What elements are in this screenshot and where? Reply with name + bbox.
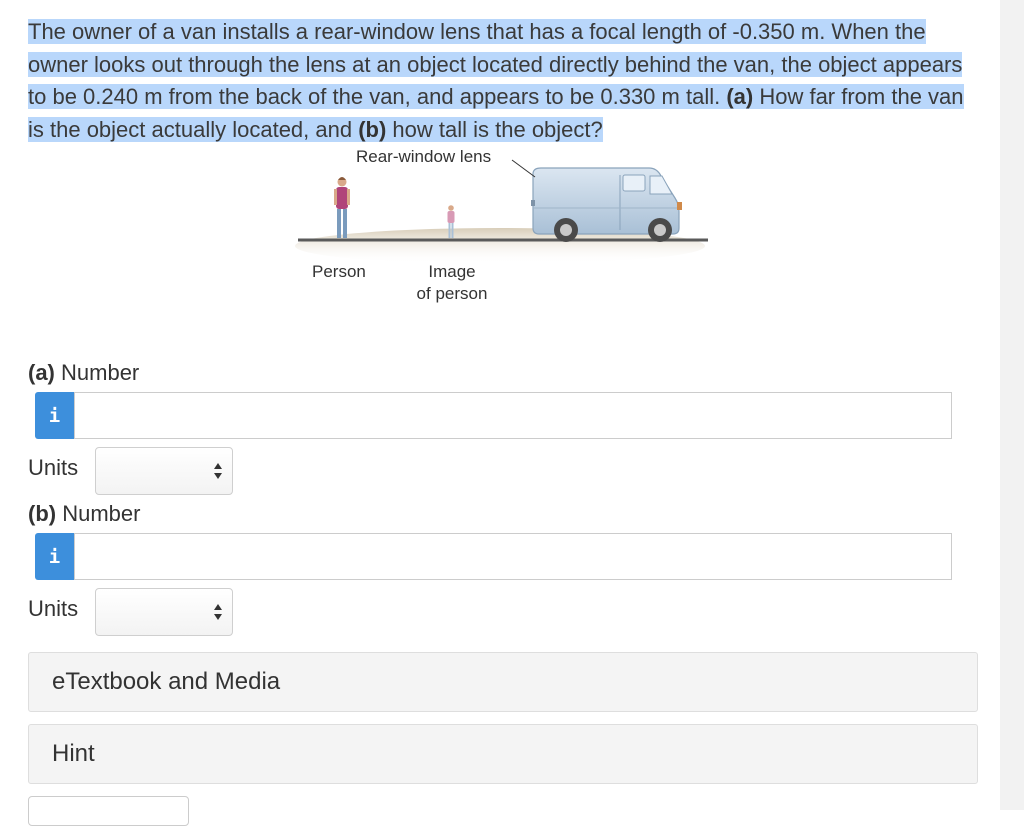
part-a-label — [28, 360, 139, 386]
question-part-b-text: how tall is the object? — [386, 116, 603, 142]
image-label-line2: of person — [416, 284, 488, 303]
question-part-a-tag: (a) — [726, 84, 754, 109]
part-b-units-select[interactable] — [95, 588, 233, 636]
person-label: Person — [312, 262, 366, 281]
image-of-person-label — [410, 261, 494, 305]
van-lens-illustration — [290, 142, 720, 317]
part-b-label-text: Number — [56, 501, 141, 526]
hint-label: Hint — [52, 740, 95, 767]
rear-window-lens-label: Rear-window lens — [356, 147, 492, 166]
question-part-a-text: How far from the van is the object actually located, and — [28, 84, 964, 142]
part-a-info-icon[interactable]: i — [35, 392, 74, 439]
hint-panel[interactable] — [28, 724, 978, 784]
question-part-b-tag: (b) — [358, 116, 387, 142]
select-updown-icon — [213, 602, 223, 622]
question-intro: The owner of a van installs a rear-window lens that has a focal length of -0.350 m. When the owner looks out through the lens at an object located directly behind the van, the object appears to be 0.240 m from the back of the van, and appears to be 0.330 m tall. — [28, 19, 963, 109]
image-label-line1: Image — [428, 262, 476, 281]
page-right-gutter — [1000, 0, 1024, 810]
part-a-units-select[interactable] — [95, 447, 233, 495]
question-highlight — [28, 19, 964, 142]
part-a-number-input[interactable] — [74, 392, 952, 439]
part-b-tag: (b) — [28, 501, 57, 526]
select-updown-icon — [213, 461, 223, 481]
part-a-units-label: Units — [28, 455, 79, 480]
part-b-label — [28, 501, 140, 527]
van-lens-figure — [290, 142, 720, 317]
etextbook-media-label: eTextbook and Media — [52, 668, 281, 695]
person-figure — [334, 177, 350, 238]
part-a-tag: (a) — [28, 360, 55, 385]
part-b-info-icon[interactable]: i — [35, 533, 74, 580]
question-text — [28, 16, 968, 146]
part-b-units-label: Units — [28, 596, 79, 621]
etextbook-media-panel[interactable] — [28, 652, 978, 712]
lens-pointer-line — [512, 160, 535, 177]
bottom-action-button[interactable] — [28, 796, 189, 826]
part-b-number-input[interactable] — [74, 533, 952, 580]
part-a-label-text: Number — [54, 360, 140, 385]
van-figure — [531, 168, 682, 242]
